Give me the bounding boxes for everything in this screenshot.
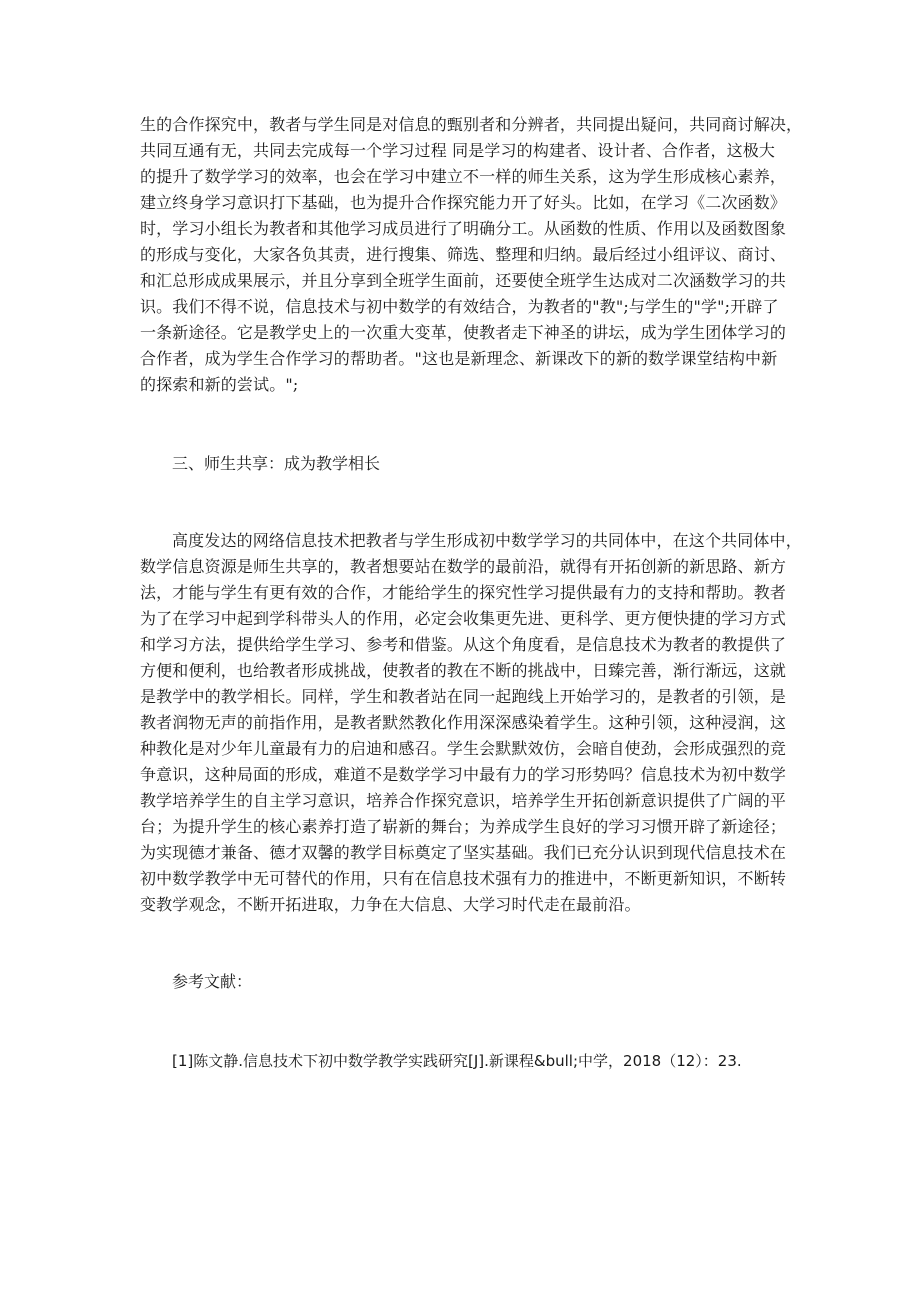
- section-heading: 三、师生共享：成为教学相长: [172, 454, 381, 473]
- paragraph-line: 的探索和新的尝试。";: [140, 375, 299, 394]
- paragraph-line: 的形成与变化，大家各负其责，进行搜集、筛选、整理和归纳。最后经过小组评议、商讨、: [140, 245, 787, 264]
- paragraph-line: 方便和便利，也给教者形成挑战，使教者的教在不断的挑战中，日臻完善，渐行渐远，这就: [140, 661, 787, 680]
- paragraph-line: 种教化是对少年儿童最有力的启迪和感召。学生会默默效仿，会暗自使劲，会形成强烈的竞: [140, 739, 787, 758]
- paragraph-line: 生的合作探究中，教者与学生同是对信息的甄别者和分辨者，共同提出疑问，共同商讨解决，: [140, 115, 803, 134]
- paragraph-line: 识。我们不得不说，信息技术与初中数学的有效结合，为教者的"教";与学生的"学";开辟了: [140, 297, 779, 316]
- paragraph-line: 为了在学习中起到学科带头人的作用，必定会收集更先进、更科学、更方便快捷的学习方式: [140, 609, 787, 628]
- paragraph-line: 建立终身学习意识打下基础，也为提升合作探究能力开了好头。比如，在学习《二次函数》: [140, 193, 787, 212]
- paragraph-line: 和学习方法，提供给学生学习、参考和借鉴。从这个角度看，是信息技术为教者的教提供了: [140, 635, 787, 654]
- paragraph-line: 数学信息资源是师生共享的，教者想要站在数学的最前沿，就得有开拓创新的新思路、新方: [140, 557, 787, 576]
- paragraph-line: 变教学观念，不断开拓进取，力争在大信息、大学习时代走在最前沿。: [140, 895, 641, 914]
- paragraph-line: 共同互通有无，共同去完成每一个学习过程 同是学习的构建者、设计者、合作者，这极大: [140, 141, 776, 160]
- paragraph-line: 高度发达的网络信息技术把教者与学生形成初中数学学习的共同体中，在这个共同体中，: [172, 531, 802, 550]
- paragraph-line: 的提升了数学学习的效率，也会在学习中建立不一样的师生关系，这为学生形成核心素养，: [140, 167, 787, 186]
- paragraph-line: 是教学中的教学相长。同样，学生和教者站在同一起跑线上开始学习的，是教者的引领，是: [140, 687, 787, 706]
- paragraph-line: 一条新途径。它是教学史上的一次重大变革，使教者走下神圣的讲坛，成为学生团体学习的: [140, 323, 787, 342]
- paragraph-line: 和汇总形成成果展示，并且分享到全班学生面前，还要使全班学生达成对二次涵数学习的共: [140, 271, 787, 290]
- paragraph-line: 教学培养学生的自主学习意识，培养合作探究意识，培养学生开拓创新意识提供了广阔的平: [140, 791, 787, 810]
- paragraph-line: 时，学习小组长为教者和其他学习成员进行了明确分工。从函数的性质、作用以及函数图象: [140, 219, 787, 238]
- paragraph-line: 台；为提升学生的核心素养打造了崭新的舞台；为养成学生良好的学习习惯开辟了新途径；: [140, 817, 787, 836]
- paragraph-line: 初中数学教学中无可替代的作用，只有在信息技术强有力的推进中，不断更新知识，不断转: [140, 869, 787, 888]
- reference-item: [1]陈文静.信息技术下初中数学教学实践研究[J].新课程&bull;中学，2018（12）：23.: [172, 1052, 742, 1070]
- paragraph-line: 教者润物无声的前指作用，是教者默然教化作用深深感染着学生。这种引领，这种浸润，这: [140, 713, 787, 732]
- references-heading: 参考文献：: [172, 972, 253, 991]
- paragraph-line: 争意识，这种局面的形成，难道不是数学学习中最有力的学习形势吗？信息技术为初中数学: [140, 765, 787, 784]
- paragraph-line: 法，才能与学生有更有效的合作，才能给学生的探究性学习提供最有力的支持和帮助。教者: [140, 583, 787, 602]
- paragraph-line: 合作者，成为学生合作学习的帮助者。"这也是新理念、新课改下的新的数学课堂结构中新: [140, 349, 778, 368]
- paragraph-line: 为实现德才兼备、德才双馨的教学目标奠定了坚实基础。我们已充分认识到现代信息技术在: [140, 843, 787, 862]
